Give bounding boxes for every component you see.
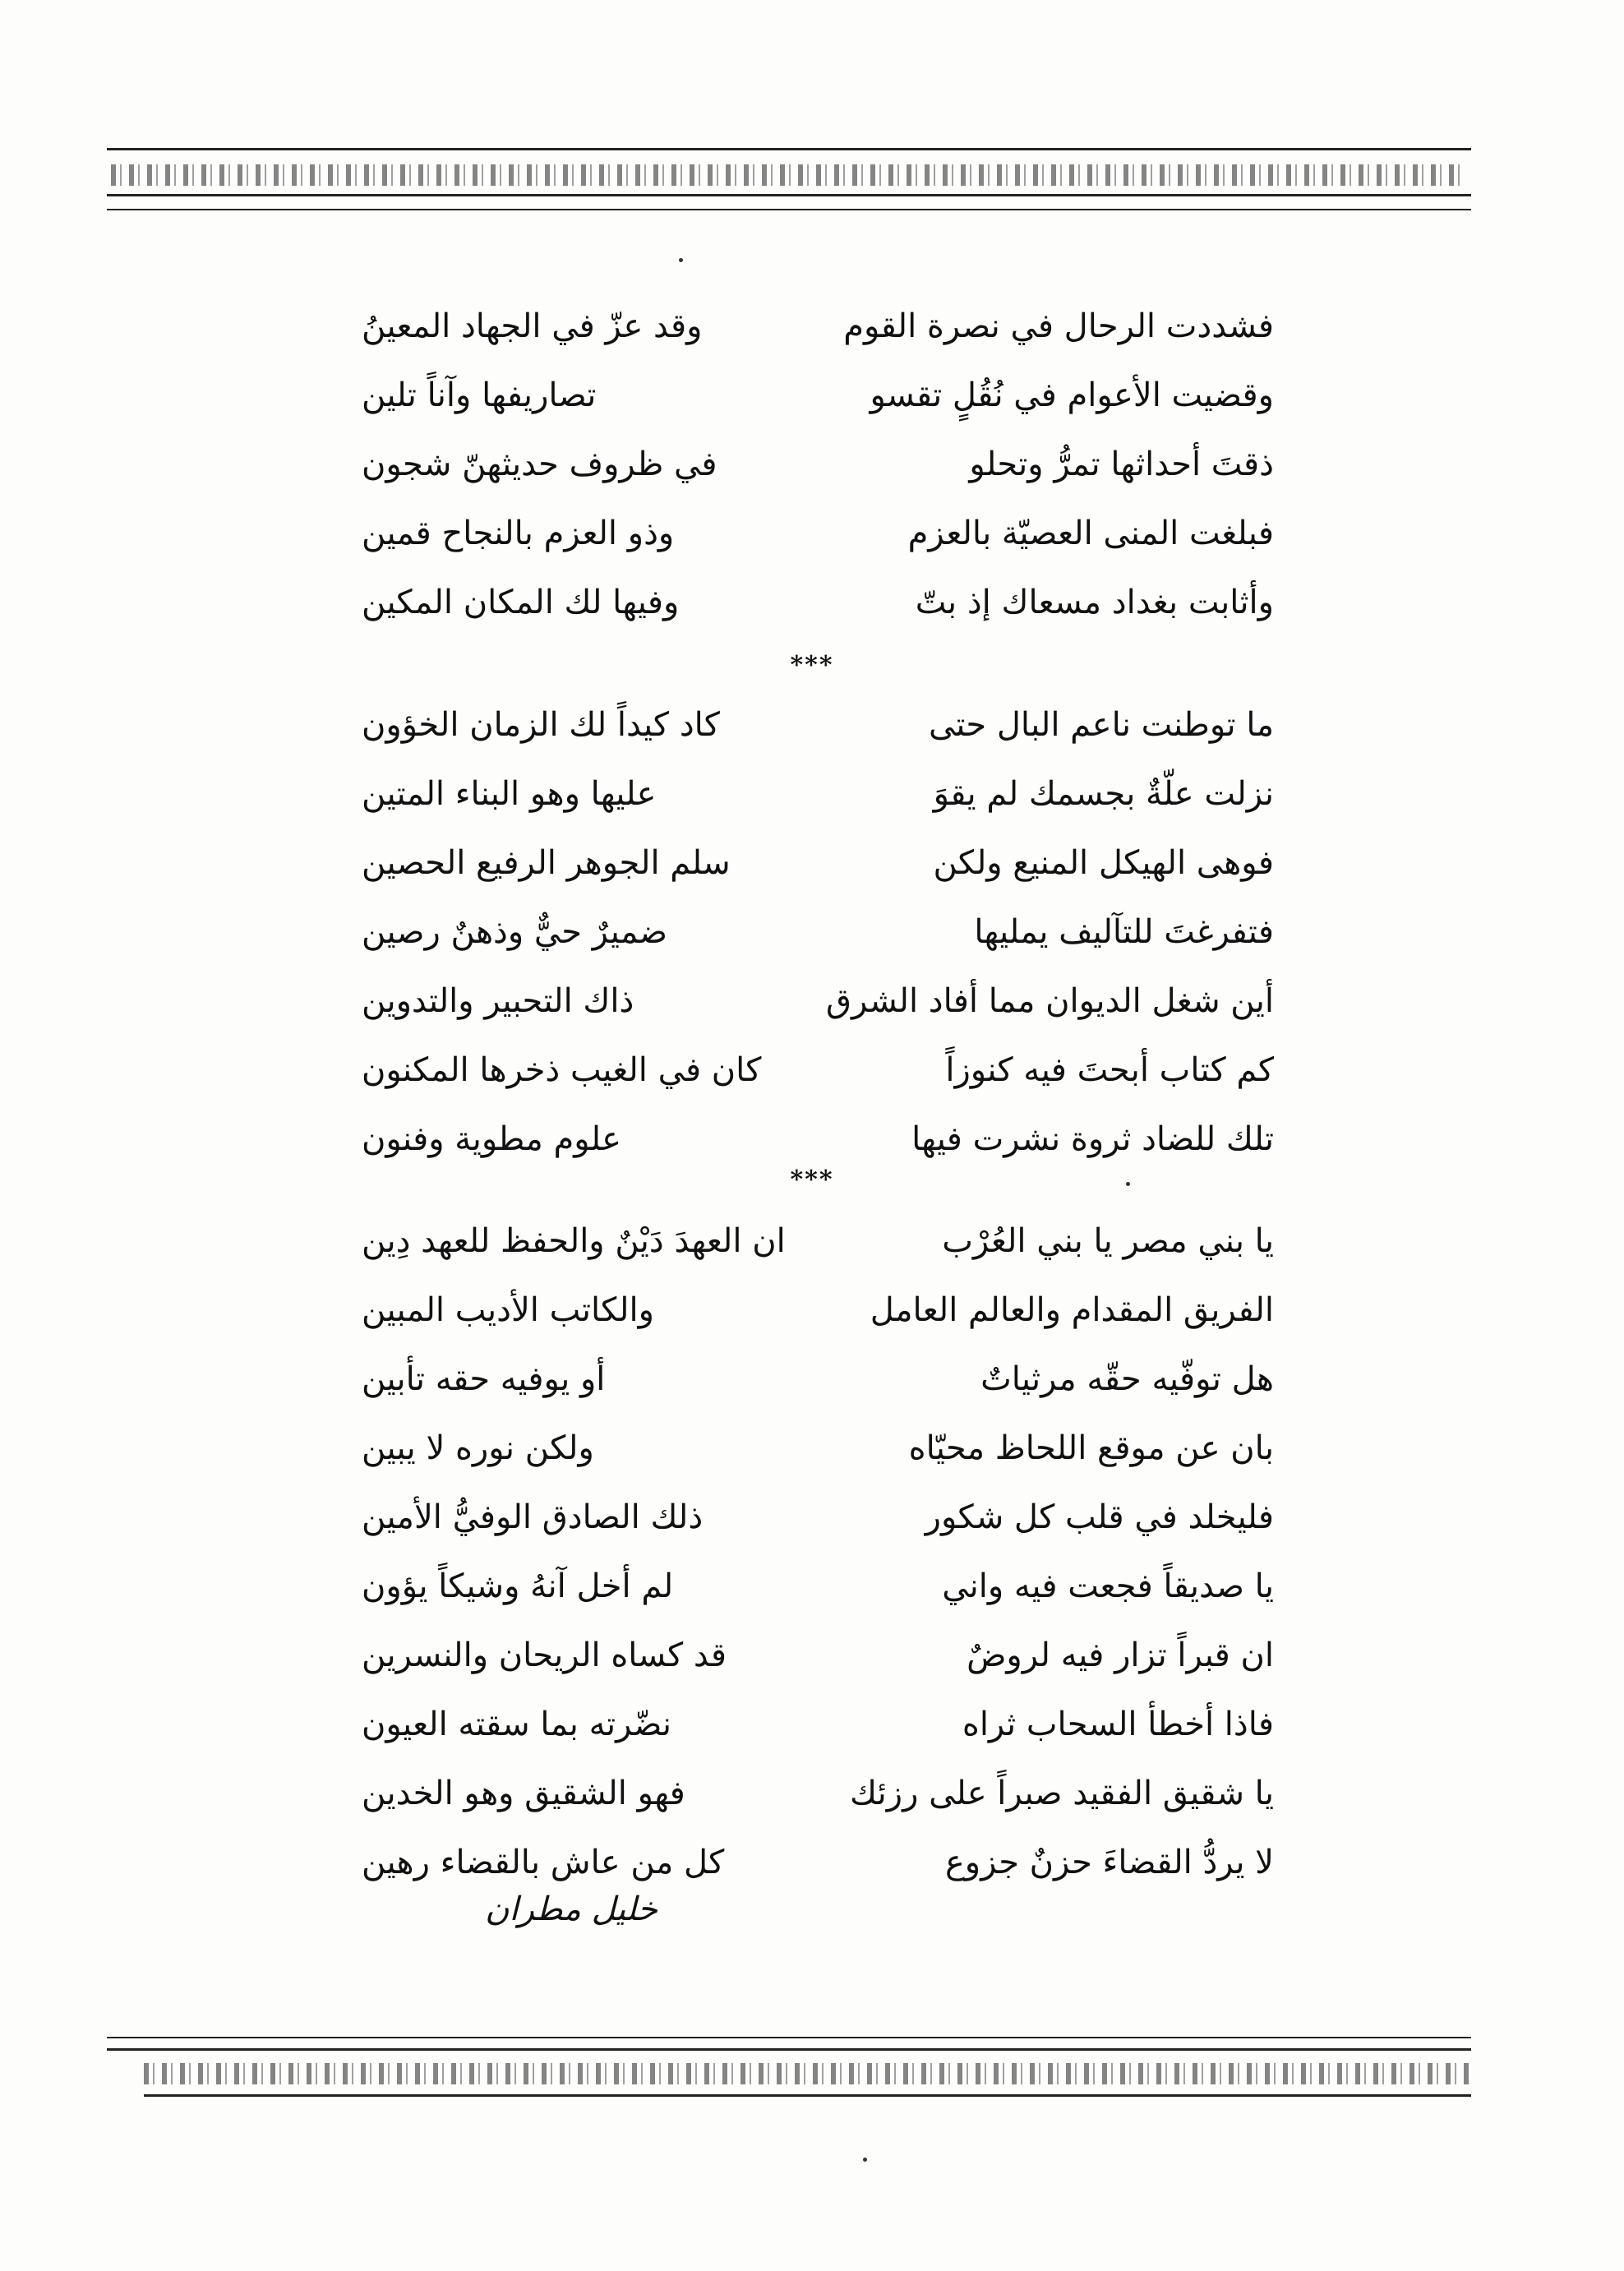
first-hemistich: يا بني مصر يا بني العُرْب [942,1222,1274,1260]
second-hemistich: ذاك التحبير والتدوين [362,982,634,1020]
first-hemistich: فليخلد في قلب كل شكور [925,1498,1274,1536]
first-hemistich: فشددت الرحال في نصرة القوم [843,307,1274,345]
verse-line [362,499,1274,568]
top-rule-lower [107,194,1471,196]
verse-line [362,1828,1274,1897]
second-hemistich: فهو الشقيق وهو الخدين [362,1775,685,1812]
verse-line [362,1276,1274,1345]
poet-signature: خليل مطران [485,1890,657,1928]
top-ornament-band [111,164,1467,186]
speck [863,2158,867,2162]
second-hemistich: في ظروف حديثهنّ شجون [362,445,717,483]
second-hemistich: وفيها لك المكان المكين [362,584,680,621]
second-hemistich: والكاتب الأديب المبين [362,1291,654,1329]
speck [679,258,683,262]
verse-line [362,690,1274,759]
bottom-ornament-band [144,2063,1471,2084]
first-hemistich: لا يردُّ القضاءَ حزنٌ جزوع [944,1844,1274,1881]
verse-line [362,1207,1274,1276]
second-hemistich: كاد كيداً لك الزمان الخؤون [362,706,720,744]
first-hemistich: نزلت علّةٌ بجسمك لم يقوَ [933,775,1274,813]
verse-line [362,898,1274,967]
second-hemistich: علوم مطوية وفنون [362,1120,621,1158]
bottom-rule-upper [107,2048,1471,2051]
verse-line [362,1036,1274,1105]
first-hemistich: الفريق المقدام والعالم العامل [870,1291,1274,1329]
first-hemistich: أين شغل الديوان مما أفاد الشرق [825,982,1274,1020]
first-hemistich: ذقتَ أحداثها تمرُّ وتحلو [969,445,1274,483]
verse-line [362,967,1274,1036]
first-hemistich: وأثابت بغداد مسعاك إذ بتّ [915,584,1274,621]
verse-line [362,829,1274,898]
verse-line [362,759,1274,829]
verse-line [362,1345,1274,1414]
second-hemistich: أو يوفيه حقه تأبين [362,1360,606,1398]
bottom-rule-thin [107,2037,1471,2038]
second-hemistich: كل من عاش بالقضاء رهين [362,1844,725,1881]
first-hemistich: ما توطنت ناعم البال حتى [928,706,1274,744]
second-hemistich: ولكن نوره لا يبين [362,1429,594,1467]
verse-line [362,1552,1274,1621]
speck [1126,1182,1130,1186]
second-hemistich: كان في الغيب ذخرها المكنون [362,1051,762,1089]
second-hemistich: ذلك الصادق الوفيُّ الأمين [362,1498,704,1536]
second-hemistich: تصاريفها وآناً تلين [362,376,597,414]
second-hemistich: نضّرته بما سقته العيون [362,1706,672,1743]
first-hemistich: فتفرغتَ للتآليف يمليها [974,913,1274,951]
first-hemistich: فوهى الهيكل المنيع ولكن [933,844,1274,882]
section-separator-1: *** [790,651,834,680]
second-hemistich: لم أخل آنهُ وشيكاً يؤون [362,1567,674,1605]
verse-line [362,361,1274,430]
verse-line [362,1759,1274,1828]
first-hemistich: هل توفّيه حقّه مرثياتٌ [980,1360,1274,1398]
first-hemistich: كم كتاب أبحتَ فيه كنوزاً [945,1051,1274,1089]
section-separator-2: *** [790,1166,834,1194]
second-hemistich: سلم الجوهر الرفيع الحصين [362,844,731,882]
poem-section-2 [362,690,1274,1174]
first-hemistich: تلك للضاد ثروة نشرت فيها [911,1120,1274,1158]
first-hemistich: فبلغت المنى العصيّة بالعزم [907,515,1274,552]
second-hemistich: عليها وهو البناء المتين [362,775,657,813]
first-hemistich: بان عن موقع اللحاظ محيّاه [908,1429,1274,1467]
poem-section-3 [362,1207,1274,1897]
second-hemistich: ضميرٌ حيٌّ وذهنٌ رصين [362,913,667,951]
second-hemistich: ان العهدَ دَيْنٌ والحفظ للعهد دِين [362,1222,786,1260]
first-hemistich: ان قبراً تزار فيه لروضٌ [967,1636,1274,1674]
second-hemistich: وقد عزّ في الجهاد المعينُ [362,307,703,345]
first-hemistich: يا شقيق الفقيد صبراً على رزئك [849,1775,1274,1812]
top-rule-thin [107,209,1471,210]
second-hemistich: وذو العزم بالنجاح قمين [362,515,675,552]
verse-line [362,1690,1274,1759]
verse-line [362,1483,1274,1552]
verse-line [362,292,1274,361]
verse-line [362,1621,1274,1690]
first-hemistich: يا صديقاً فجعت فيه واني [942,1567,1274,1605]
top-rule-upper [107,148,1471,150]
first-hemistich: فاذا أخطأ السحاب ثراه [962,1706,1274,1743]
poem-section-1 [362,292,1274,637]
verse-line [362,1414,1274,1483]
verse-line [362,568,1274,637]
second-hemistich: قد كساه الريحان والنسرين [362,1636,727,1674]
bottom-rule-lower [144,2094,1471,2097]
first-hemistich: وقضيت الأعوام في نُقُلٍ تقسو [870,376,1274,414]
verse-line [362,430,1274,499]
verse-line [362,1105,1274,1174]
